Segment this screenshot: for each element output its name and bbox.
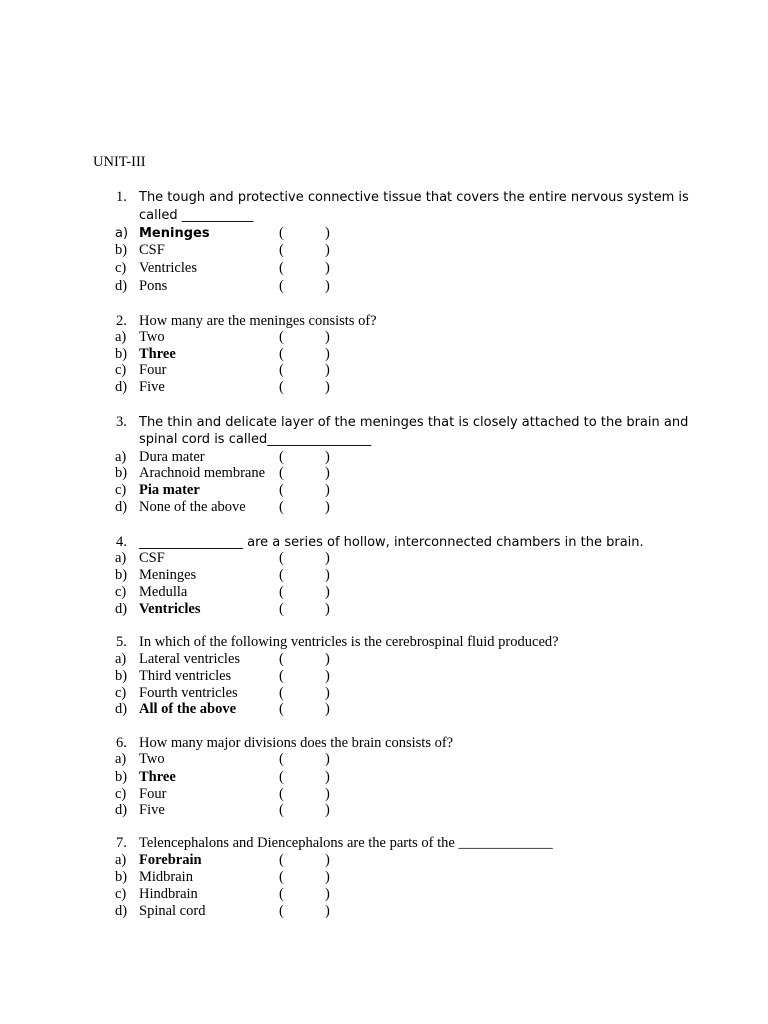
option-letter: d) (115, 802, 128, 818)
option-letter: a) (115, 226, 129, 241)
answer-bracket-close: ) (325, 701, 330, 717)
option-letter: a) (115, 329, 127, 345)
answer-bracket-close: ) (325, 346, 330, 362)
option-letter: d) (115, 903, 128, 919)
answer-bracket-open: ( (279, 278, 284, 294)
option-letter: c) (115, 685, 127, 701)
answer-option[interactable] (0, 903, 768, 920)
question-text: called ___________ (139, 208, 254, 223)
option-text: Hindbrain (139, 886, 198, 902)
answer-bracket-open: ( (279, 852, 284, 868)
answer-bracket-close: ) (325, 852, 330, 868)
option-letter: b) (115, 242, 128, 258)
answer-bracket-close: ) (325, 499, 330, 515)
answer-bracket-close: ) (325, 584, 330, 600)
question-text: Telencephalons and Diencephalons are the parts of the _____________ (139, 835, 553, 851)
question-stem-line (0, 313, 768, 330)
answer-option[interactable] (0, 346, 768, 363)
answer-bracket-close: ) (325, 769, 330, 785)
answer-option[interactable] (0, 465, 768, 482)
answer-bracket-close: ) (325, 869, 330, 885)
option-text-correct: Three (139, 769, 176, 785)
option-text: Meninges (139, 567, 197, 583)
answer-option[interactable] (0, 362, 768, 379)
answer-bracket-close: ) (325, 329, 330, 345)
answer-bracket-open: ( (279, 869, 284, 885)
answer-option[interactable] (0, 685, 768, 702)
answer-bracket-open: ( (279, 567, 284, 583)
option-text: Arachnoid membrane (139, 465, 266, 481)
option-text: Dura mater (139, 449, 205, 465)
question-stem-line (0, 414, 768, 431)
option-letter: b) (115, 346, 128, 362)
question-text: In which of the following ventricles is the cerebrospinal fluid produced? (139, 634, 559, 650)
answer-option[interactable] (0, 482, 768, 499)
answer-bracket-close: ) (325, 567, 330, 583)
answer-bracket-open: ( (279, 499, 284, 515)
answer-bracket-close: ) (325, 482, 330, 498)
option-letter: d) (115, 601, 128, 617)
question-stem-line (0, 634, 768, 651)
answer-bracket-open: ( (279, 685, 284, 701)
question-stem-line (0, 534, 768, 551)
option-text: None of the above (139, 499, 246, 515)
question-text: ________________ are a series of hollow, interconnected chambers in the brain. (139, 535, 644, 550)
answer-bracket-close: ) (325, 449, 330, 465)
answer-bracket-open: ( (279, 584, 284, 600)
answer-bracket-open: ( (279, 260, 284, 276)
option-text-correct: Ventricles (139, 601, 201, 617)
option-letter: b) (115, 769, 128, 785)
question-number: 7. (116, 835, 127, 851)
answer-option[interactable] (0, 852, 768, 869)
answer-bracket-close: ) (325, 751, 330, 767)
answer-bracket-close: ) (325, 260, 330, 276)
option-letter: b) (115, 869, 128, 885)
option-letter: c) (115, 482, 127, 498)
answer-bracket-open: ( (279, 329, 284, 345)
option-letter: a) (115, 550, 127, 566)
answer-option[interactable] (0, 751, 768, 768)
option-letter: a) (115, 852, 127, 868)
answer-bracket-open: ( (279, 362, 284, 378)
answer-bracket-open: ( (279, 601, 284, 617)
option-letter: b) (115, 668, 128, 684)
answer-bracket-close: ) (325, 668, 330, 684)
question-text: spinal cord is called________________ (139, 432, 372, 447)
answer-bracket-open: ( (279, 751, 284, 767)
question-text: How many are the meninges consists of? (139, 313, 377, 329)
question-stem-line (0, 207, 768, 224)
answer-bracket-open: ( (279, 668, 284, 684)
answer-bracket-open: ( (279, 903, 284, 919)
answer-option[interactable] (0, 567, 768, 584)
option-letter: b) (115, 567, 128, 583)
option-letter: b) (115, 465, 128, 481)
answer-bracket-open: ( (279, 225, 284, 241)
answer-bracket-close: ) (325, 786, 330, 802)
answer-bracket-close: ) (325, 225, 330, 241)
answer-option[interactable] (0, 225, 768, 242)
answer-option[interactable] (0, 786, 768, 803)
answer-option[interactable] (0, 242, 768, 259)
answer-option[interactable] (0, 869, 768, 886)
answer-bracket-close: ) (325, 278, 330, 294)
unit-title: UNIT-III (93, 154, 146, 170)
option-text-correct: All of the above (139, 701, 237, 717)
question-stem-line (0, 189, 768, 206)
answer-option[interactable] (0, 651, 768, 668)
answer-bracket-open: ( (279, 701, 284, 717)
question-stem-line (0, 735, 768, 752)
answer-bracket-close: ) (325, 886, 330, 902)
answer-bracket-open: ( (279, 550, 284, 566)
option-text: Medulla (139, 584, 188, 600)
question-text: How many major divisions does the brain consists of? (139, 735, 454, 751)
option-text: Lateral ventricles (139, 651, 241, 667)
option-letter: c) (115, 260, 127, 276)
answer-bracket-close: ) (325, 802, 330, 818)
answer-bracket-close: ) (325, 903, 330, 919)
answer-option[interactable] (0, 886, 768, 903)
option-text: Five (139, 379, 165, 395)
option-text-correct: Three (139, 346, 176, 362)
option-letter: c) (115, 362, 127, 378)
question-text: The thin and delicate layer of the meninges that is closely attached to the brain and (139, 415, 689, 430)
answer-option[interactable] (0, 449, 768, 466)
question-number: 3. (116, 414, 127, 430)
answer-bracket-open: ( (279, 482, 284, 498)
answer-bracket-open: ( (279, 786, 284, 802)
answer-bracket-open: ( (279, 379, 284, 395)
option-text: Third ventricles (139, 668, 232, 684)
question-stem-line (0, 431, 768, 448)
option-letter: a) (115, 751, 127, 767)
answer-option[interactable] (0, 769, 768, 786)
option-letter: d) (115, 379, 128, 395)
answer-option[interactable] (0, 329, 768, 346)
answer-bracket-close: ) (325, 465, 330, 481)
answer-bracket-close: ) (325, 601, 330, 617)
option-text: Spinal cord (139, 903, 206, 919)
answer-option[interactable] (0, 379, 768, 396)
option-text: Five (139, 802, 165, 818)
answer-bracket-close: ) (325, 242, 330, 258)
option-text: Four (139, 786, 167, 802)
question-number: 4. (116, 534, 127, 550)
answer-option[interactable] (0, 802, 768, 819)
question-number: 5. (116, 634, 127, 650)
option-text: Midbrain (139, 869, 193, 885)
answer-bracket-open: ( (279, 465, 284, 481)
answer-bracket-open: ( (279, 242, 284, 258)
option-letter: d) (115, 499, 128, 515)
option-text: Pons (139, 278, 168, 294)
answer-bracket-open: ( (279, 651, 284, 667)
answer-option[interactable] (0, 550, 768, 567)
answer-option[interactable] (0, 260, 768, 277)
answer-bracket-open: ( (279, 886, 284, 902)
option-text: CSF (139, 242, 165, 258)
question-text: The tough and protective connective tissue that covers the entire nervous system is (139, 190, 689, 205)
answer-option[interactable] (0, 584, 768, 601)
option-letter: d) (115, 278, 128, 294)
answer-option[interactable] (0, 668, 768, 685)
question-number: 6. (116, 735, 127, 751)
answer-bracket-close: ) (325, 685, 330, 701)
answer-bracket-open: ( (279, 449, 284, 465)
answer-option[interactable] (0, 601, 768, 618)
question-number: 2. (116, 313, 127, 329)
option-text-correct: Pia mater (139, 482, 200, 498)
option-text: Two (139, 751, 165, 767)
option-text: Ventricles (139, 260, 197, 276)
answer-bracket-open: ( (279, 346, 284, 362)
option-letter: a) (115, 651, 127, 667)
answer-bracket-open: ( (279, 802, 284, 818)
answer-bracket-close: ) (325, 651, 330, 667)
option-text-correct: Meninges (139, 226, 210, 241)
option-text-correct: Forebrain (139, 852, 202, 868)
question-number: 1. (116, 189, 127, 205)
option-text: Two (139, 329, 165, 345)
answer-bracket-close: ) (325, 362, 330, 378)
question-stem-line (0, 835, 768, 852)
answer-option[interactable] (0, 701, 768, 718)
option-letter: d) (115, 701, 128, 717)
option-text: Fourth ventricles (139, 685, 238, 701)
option-letter: a) (115, 449, 127, 465)
answer-bracket-close: ) (325, 550, 330, 566)
option-text: Four (139, 362, 167, 378)
option-text: CSF (139, 550, 165, 566)
option-letter: c) (115, 786, 127, 802)
answer-bracket-open: ( (279, 769, 284, 785)
answer-option[interactable] (0, 278, 768, 295)
answer-bracket-close: ) (325, 379, 330, 395)
answer-option[interactable] (0, 499, 768, 516)
option-letter: c) (115, 584, 127, 600)
option-letter: c) (115, 886, 127, 902)
